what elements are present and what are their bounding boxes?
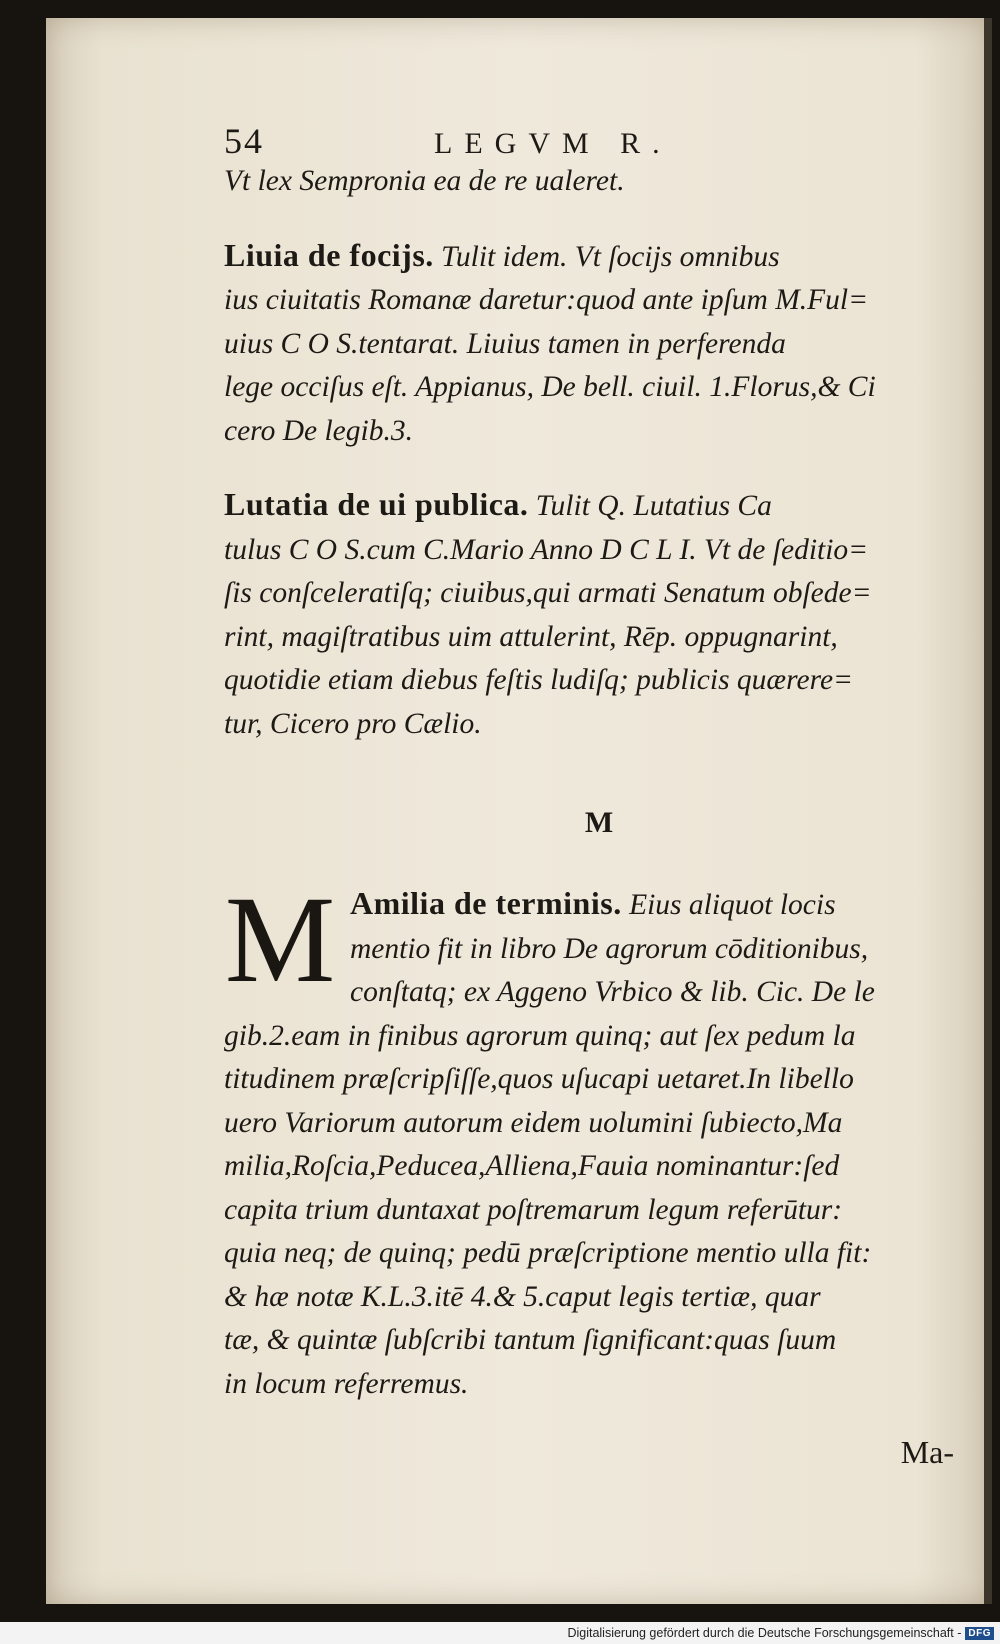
paragraph-mamilia: [224, 871, 974, 1406]
page-number: 54: [224, 121, 264, 161]
text-line: Vt lex Sempronia ea de re ualeret.: [224, 165, 625, 197]
text-line: gib.2.eam in finibus agrorum quinq; aut ſex pedum la: [224, 1019, 856, 1052]
text-line: [224, 234, 974, 280]
text-line: [224, 882, 974, 928]
text-run: Tulit idem. Vt ſocijs omnibus: [433, 240, 780, 273]
text-line: [224, 483, 974, 529]
text-line: milia,Roſcia,Peducea,Alliena,Fauia nominantur:ſed: [224, 1150, 840, 1182]
catchword: Ma-: [900, 1434, 954, 1470]
decorated-initial: M: [224, 871, 336, 1008]
paragraph-liuia: [224, 234, 974, 454]
text-line: rint, magiſtratibus uim attulerint, Rēp. oppugnarint,: [224, 620, 838, 653]
running-title: LEGVM R.: [434, 127, 672, 160]
text-run: Tulit Q. Lutatius Ca: [528, 490, 772, 522]
text-run: Eius aliquot locis: [621, 889, 836, 921]
paragraph-sempronia: [224, 160, 974, 204]
digitization-footer: [0, 1622, 1000, 1644]
text-line: quotidie etiam diebus feſtis ludiſq; publicis quærere=: [224, 664, 853, 696]
book-page: [46, 18, 992, 1604]
text-line: uius C O S.tentarat. Liuius tamen in perferenda: [224, 327, 786, 360]
text-line: in locum referremus.: [224, 1367, 469, 1400]
page-text: [224, 120, 974, 1471]
dfg-logo-icon: DFG: [965, 1627, 994, 1640]
text-line: & hæ notæ K.L.3.itē 4.& 5.caput legis tertiæ, quar: [224, 1280, 821, 1313]
running-head: [224, 120, 974, 160]
text-line: conſtatq; ex Aggeno Vrbico & lib. Cic. De le: [350, 976, 875, 1008]
text-line: capita trium duntaxat poſtremarum legum referūtur:: [224, 1193, 843, 1226]
text-line: cero De legib.3.: [224, 414, 413, 447]
section-letter: M: [584, 806, 614, 839]
text-line: titudinem præſcripſiſſe,quos uſucapi uetaret.In libello: [224, 1063, 854, 1095]
text-line: ius ciuitatis Romanæ daretur:quod ante ipſum M.Ful=: [224, 284, 869, 316]
text-line: quia neq; de quinq; pedū præſcriptione mentio ulla fit:: [224, 1237, 872, 1269]
text-line: tur, Cicero pro Cælio.: [224, 707, 482, 740]
text-line: tæ, & quintæ ſubſcribi tantum ſignificant:quas ſuum: [224, 1324, 837, 1356]
paragraph-lutatia: [224, 483, 974, 746]
page-edge: [984, 18, 992, 1604]
lex-rubric: Lutatia de ui publica.: [224, 486, 529, 522]
text-line: mentio fit in libro De agrorum cōditionibus,: [350, 932, 869, 965]
lex-rubric: Amilia de terminis.: [350, 885, 622, 921]
text-line: tulus C O S.cum C.Mario Anno D C L I. Vt de ſeditio=: [224, 533, 869, 566]
text-line: lege occiſus eſt. Appianus, De bell. ciuil. 1.Florus,& Ci: [224, 371, 876, 403]
text-line: uero Variorum autorum eidem uolumini ſubiecto,Ma: [224, 1106, 843, 1139]
footer-text: Digitalisierung gefördert durch die Deutsche Forschungsgemeinschaft -: [567, 1626, 962, 1640]
lex-rubric: Liuia de focijs.: [224, 236, 434, 273]
text-line: ſis conſceleratiſq; ciuibus,qui armati Senatum obſede=: [224, 577, 872, 609]
